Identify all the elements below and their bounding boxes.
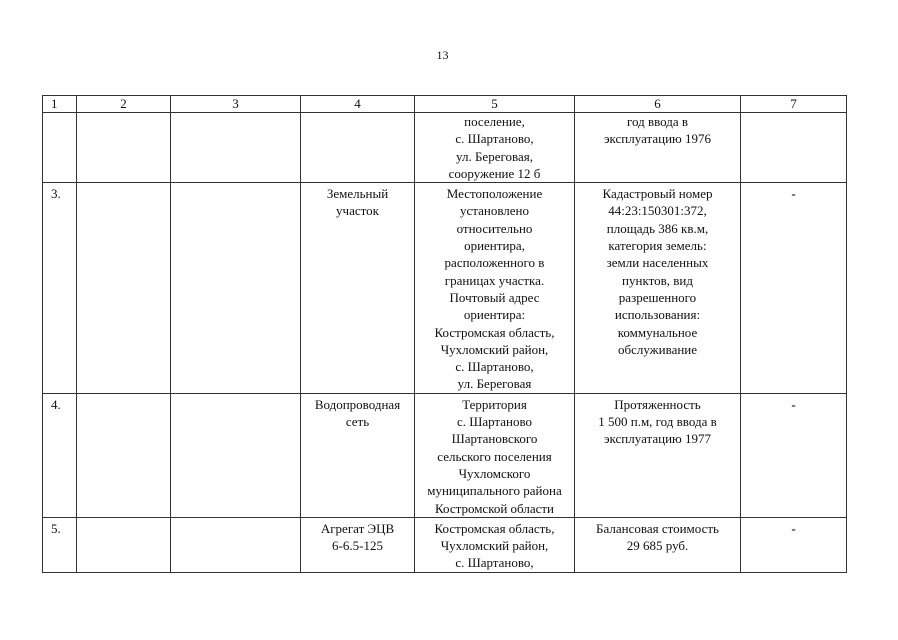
object-name-cell: Водопроводная сеть bbox=[301, 393, 415, 517]
characteristics-cell: Протяженность 1 500 п.м, год ввода в эксплуатацию 1977 bbox=[575, 393, 741, 517]
header-col-5: 5 bbox=[415, 96, 575, 113]
notes-cell: - bbox=[741, 183, 847, 394]
location-cell: Территория с. Шартаново Шартановского сельского поселения Чухломского муниципального района Костромской области bbox=[415, 393, 575, 517]
header-col-7: 7 bbox=[741, 96, 847, 113]
cell-col-2 bbox=[77, 183, 171, 394]
object-name-cell: Агрегат ЭЦВ 6-6.5-125 bbox=[301, 517, 415, 572]
notes-cell bbox=[741, 113, 847, 183]
header-col-2: 2 bbox=[77, 96, 171, 113]
table-row-continued bbox=[43, 113, 847, 183]
page-number: 13 bbox=[436, 48, 449, 62]
characteristics-cell: Балансовая стоимость 29 685 руб. bbox=[575, 517, 741, 572]
header-col-4: 4 bbox=[301, 96, 415, 113]
location-cell: поселение, с. Шартаново, ул. Береговая, сооружение 12 б bbox=[415, 113, 575, 183]
location-cell: Костромская область, Чухломский район, с. Шартаново, bbox=[415, 517, 575, 572]
cell-col-2 bbox=[77, 393, 171, 517]
header-col-3: 3 bbox=[171, 96, 301, 113]
table-row bbox=[43, 393, 847, 517]
cell-col-2 bbox=[77, 113, 171, 183]
notes-cell: - bbox=[741, 517, 847, 572]
table-row bbox=[43, 183, 847, 394]
row-number-cell: 4. bbox=[43, 393, 77, 517]
object-name-cell bbox=[301, 113, 415, 183]
property-registry-table bbox=[42, 95, 847, 573]
row-number-cell: 3. bbox=[43, 183, 77, 394]
cell-col-3 bbox=[171, 113, 301, 183]
header-col-1: 1 bbox=[43, 96, 77, 113]
cell-col-3 bbox=[171, 183, 301, 394]
header-col-6: 6 bbox=[575, 96, 741, 113]
cell-col-2 bbox=[77, 517, 171, 572]
table-row bbox=[43, 517, 847, 572]
row-number-cell: 5. bbox=[43, 517, 77, 572]
cell-col-3 bbox=[171, 517, 301, 572]
cell-col-3 bbox=[171, 393, 301, 517]
object-name-cell: Земельный участок bbox=[301, 183, 415, 394]
characteristics-cell: Кадастровый номер 44:23:150301:372, площадь 386 кв.м, категория земель: земли населенных пунктов, вид разрешенного использования: коммунальное обслуживание bbox=[575, 183, 741, 394]
characteristics-cell: год ввода в эксплуатацию 1976 bbox=[575, 113, 741, 183]
notes-cell: - bbox=[741, 393, 847, 517]
table-header-row bbox=[43, 96, 847, 113]
row-number-cell bbox=[43, 113, 77, 183]
location-cell: Местоположение установлено относительно ориентира, расположенного в границах участка. Почтовый адрес ориентира: Костромская область, Чухломский район, с. Шартаново, ул. Береговая bbox=[415, 183, 575, 394]
